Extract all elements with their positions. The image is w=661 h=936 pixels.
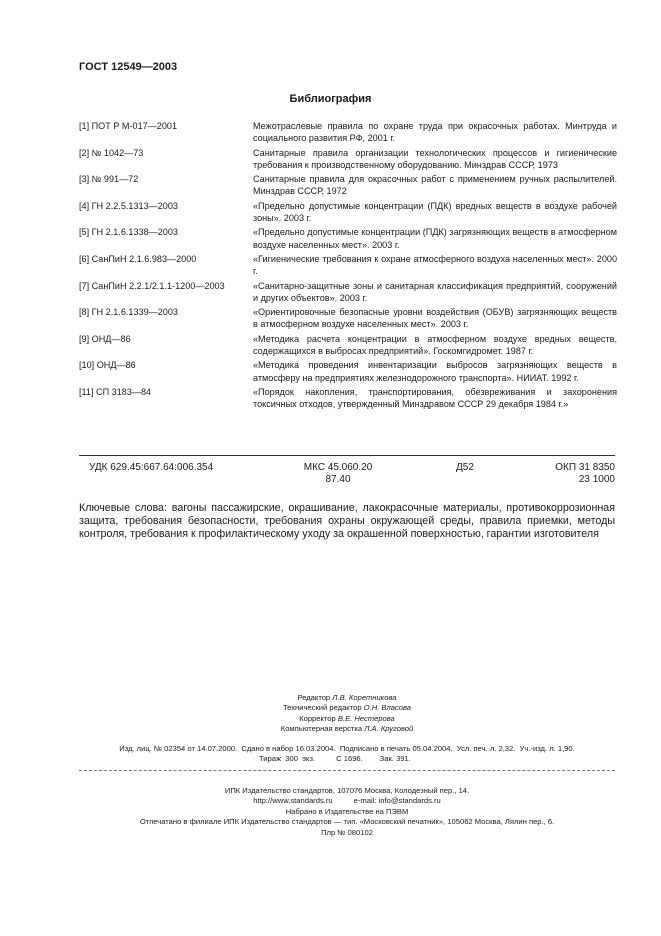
bibliography-item <box>79 226 617 251</box>
bibliography-ref: [9] ОНД—86 <box>79 333 131 344</box>
document-code: ГОСТ 12549—2003 <box>79 61 178 73</box>
bibliography-item <box>79 253 617 278</box>
credit-name: Л.В. Коретникова <box>332 693 397 702</box>
publication-line: Тираж 300 экз. С 1696. Зак. 391. <box>259 754 411 764</box>
imprint-divider <box>79 770 615 771</box>
editorial-credits <box>79 693 615 735</box>
bibliography-desc: «Порядок накопления, транспортирования, обезвреживания и захоронения токсичных отходов, утвержденный Минздравом СССР 29 декабря 1984 г.» <box>253 386 617 410</box>
credit-name: Л.А. Круговой <box>364 724 414 734</box>
credit-tech-editor <box>79 703 615 713</box>
credit-label: Редактор <box>297 693 331 702</box>
mks-code: МКС 45.060.20 <box>303 462 373 473</box>
bibliography-list <box>79 120 617 413</box>
bibliography-desc: Санитарные правила организации технологических процессов и гигиенические требования к производственному оборудованию. Минздрав СССР, 1973 <box>253 147 617 170</box>
printing-line: ИПК Издательство стандартов, 107076 Москва, Колодезный пер., 14. <box>224 786 470 795</box>
credit-label: Корректор <box>299 713 336 723</box>
keywords-line: контроля, требования к профилактическому уходу за окрашенной поверхностью, гарантии изготовителя <box>79 528 599 540</box>
keywords-line: защита, требования безопасности, требования охраны окружающей среды, правила приемки, методы <box>79 515 615 527</box>
classification-top-rule <box>79 455 615 456</box>
okp-block <box>549 462 615 486</box>
printing-line: Набрано в Издательстве на ПЭВМ <box>285 806 409 816</box>
bibliography-item <box>79 386 617 411</box>
bibliography-item <box>79 333 617 358</box>
udk-code: УДК 629.45:667.64:006.354 <box>89 462 214 473</box>
credit-editor <box>79 693 615 703</box>
bibliography-ref: [7] СанПиН 2.2.1/2.1.1-1200—2003 <box>79 280 225 291</box>
bibliography-ref: [10] ОНД—86 <box>79 360 136 371</box>
bibliography-ref: [3] № 991—72 <box>79 174 139 185</box>
d-code: Д52 <box>456 462 474 473</box>
bibliography-title: Библиография <box>289 93 372 105</box>
publication-info <box>79 744 615 765</box>
bibliography-desc: «Ориентировочные безопасные уровни воздействия (ОБУВ) загрязняющих веществ в атмосферном воздухе населенных мест». 2003 г. <box>253 307 617 330</box>
bibliography-item <box>79 306 617 331</box>
credit-name: В.Е. Нестерова <box>337 713 395 723</box>
bibliography-desc: «Методика расчета концентрации в атмосферном воздухе вредных веществ, содержащихся в выбросах предприятий». Госкомгидромет. 1987 г. <box>253 333 617 357</box>
bibliography-desc: Санитарные правила для окрасочных работ с применением ручных распылителей. Минздрав СССР, 1972 <box>253 174 617 197</box>
bibliography-item <box>79 173 617 198</box>
bibliography-desc: «Предельно допустимые концентрации (ПДК) вредных веществ в воздухе рабочей зоны». 2003 г. <box>253 200 617 224</box>
credit-layout <box>79 724 615 734</box>
bibliography-desc: «Санитарно-защитные зоны и санитарная классификация предприятий, сооружений и других объектов». 2003 г. <box>253 280 617 303</box>
bibliography-item <box>79 147 617 172</box>
bibliography-item <box>79 120 617 145</box>
printing-line: Отпечатано в филиале ИПК Издательство стандартов — тип. «Московский печатник», 105062 Москва, Лялин пер., 6. <box>139 817 555 827</box>
bibliography-ref: [5] ГН 2.1.6.1338—2003 <box>79 227 178 238</box>
okp-code-secondary: 23 1000 <box>578 474 615 485</box>
credit-label: Технический редактор <box>282 703 362 713</box>
printing-line: Плр № 080102 <box>321 827 373 837</box>
credit-name: О.Н. Власова <box>363 703 412 713</box>
bibliography-ref: [8] ГН 2.1.6.1339—2003 <box>79 307 178 318</box>
bibliography-desc: «Предельно допустимые концентрации (ПДК) загрязняющих веществ в атмосферном воздухе населенных мест». 2003 г. <box>253 227 617 250</box>
bibliography-desc: «Гигиенические требования к охране атмосферного воздуха населенных мест». 2000 г. <box>253 253 617 277</box>
bibliography-item <box>79 359 617 384</box>
mks-block <box>300 462 376 486</box>
bibliography-item <box>79 280 617 305</box>
bibliography-ref: [2] № 1042—73 <box>79 147 144 158</box>
bibliography-item <box>79 200 617 225</box>
bibliography-ref: [4] ГН 2.2.5.1313—2003 <box>79 200 178 211</box>
keywords-paragraph <box>79 502 615 541</box>
bibliography-ref: [11] СП 3183—84 <box>79 386 152 397</box>
publication-line: Изд. лиц. № 02354 от 14.07.2000. Сдано в набор 16.03.2004. Подписано в печать 05.04.2004. Усл. печ. л. 2,32. Уч.-изд. л. 1,90. <box>119 744 575 753</box>
bibliography-ref: [6] СанПиН 2.1.6.983—2000 <box>79 253 197 264</box>
bibliography-desc: Межотраслевые правила по охране труда при окрасочных работах. Минтруда и социального развития РФ, 2001 г. <box>253 121 617 144</box>
printing-line: http://www.standards.ru e-mail: info@standards.ru <box>253 796 441 806</box>
okp-code: ОКП 31 8350 <box>555 462 615 473</box>
printing-info <box>79 786 615 838</box>
credit-corrector <box>79 714 615 724</box>
credit-label: Компьютерная верстка <box>280 724 363 734</box>
mks-code-secondary: 87.40 <box>325 474 351 485</box>
keywords-line: Ключевые слова: вагоны пассажирские, окрашивание, лакокрасочные материалы, противокоррозионная <box>79 502 615 514</box>
bibliography-ref: [1] ПОТ Р М-017—2001 <box>79 121 178 131</box>
bibliography-desc: «Методика проведения инвентаризации выбросов загрязняющих веществ в атмосферу на предприятиях железнодорожного транспорта». НИИАТ. 1992 г. <box>253 360 617 383</box>
